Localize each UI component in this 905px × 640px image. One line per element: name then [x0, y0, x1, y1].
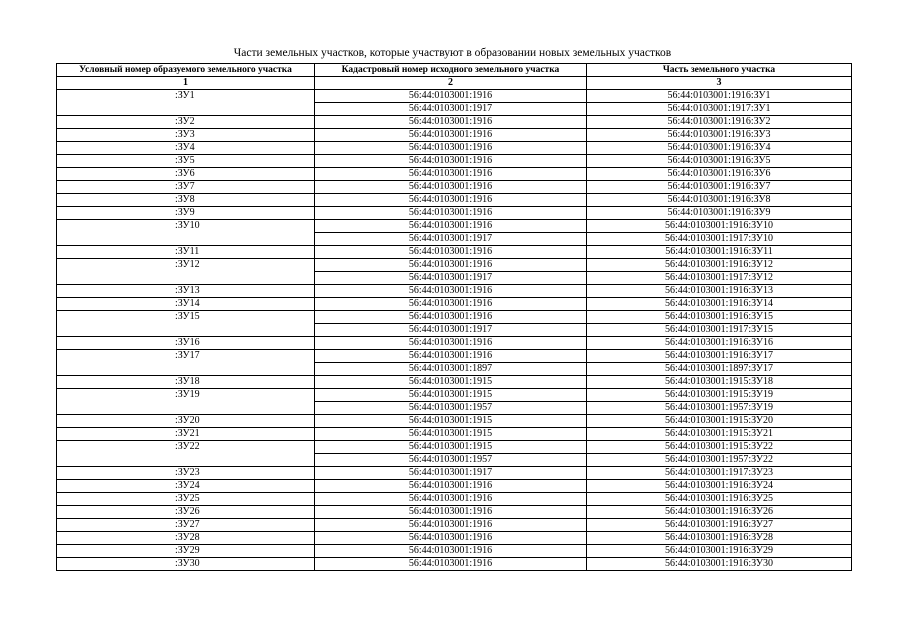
source-cadastral-cell: 56:44:0103001:1916 — [315, 545, 587, 558]
plot-part-cell: 56:44:0103001:1916:ЗУ5 — [587, 155, 852, 168]
table-row — [57, 415, 852, 428]
column-number: 2 — [315, 77, 587, 90]
plot-part-cell: 56:44:0103001:1916:ЗУ28 — [587, 532, 852, 545]
plot-part-cell: 56:44:0103001:1916:ЗУ1 — [587, 90, 852, 103]
plot-part-cell: 56:44:0103001:1916:ЗУ8 — [587, 194, 852, 207]
zu-number-cell: :ЗУ23 — [57, 467, 315, 480]
source-cadastral-cell: 56:44:0103001:1916 — [315, 194, 587, 207]
zu-number-cell: :ЗУ16 — [57, 337, 315, 350]
plot-part-cell: 56:44:0103001:1915:ЗУ21 — [587, 428, 852, 441]
table-body — [57, 90, 852, 571]
zu-number-cell: :ЗУ30 — [57, 558, 315, 571]
source-cadastral-cell: 56:44:0103001:1915 — [315, 415, 587, 428]
table-row — [57, 389, 852, 402]
source-cadastral-cell: 56:44:0103001:1916 — [315, 259, 587, 272]
zu-number-cell: :ЗУ21 — [57, 428, 315, 441]
zu-number-cell: :ЗУ15 — [57, 311, 315, 337]
source-cadastral-cell: 56:44:0103001:1916 — [315, 311, 587, 324]
zu-number-cell: :ЗУ18 — [57, 376, 315, 389]
source-cadastral-cell: 56:44:0103001:1916 — [315, 129, 587, 142]
plot-part-cell: 56:44:0103001:1916:ЗУ30 — [587, 558, 852, 571]
source-cadastral-cell: 56:44:0103001:1917 — [315, 103, 587, 116]
plot-part-cell: 56:44:0103001:1916:ЗУ24 — [587, 480, 852, 493]
zu-number-cell: :ЗУ3 — [57, 129, 315, 142]
zu-number-cell: :ЗУ6 — [57, 168, 315, 181]
zu-number-cell: :ЗУ1 — [57, 90, 315, 116]
plot-part-cell: 56:44:0103001:1916:ЗУ14 — [587, 298, 852, 311]
plot-part-cell: 56:44:0103001:1957:ЗУ19 — [587, 402, 852, 415]
table-row — [57, 428, 852, 441]
plot-part-cell: 56:44:0103001:1897:ЗУ17 — [587, 363, 852, 376]
plot-part-cell: 56:44:0103001:1917:ЗУ12 — [587, 272, 852, 285]
plot-part-cell: 56:44:0103001:1915:ЗУ20 — [587, 415, 852, 428]
zu-number-cell: :ЗУ14 — [57, 298, 315, 311]
plot-part-cell: 56:44:0103001:1915:ЗУ18 — [587, 376, 852, 389]
plot-part-cell: 56:44:0103001:1916:ЗУ6 — [587, 168, 852, 181]
source-cadastral-cell: 56:44:0103001:1917 — [315, 324, 587, 337]
plot-part-cell: 56:44:0103001:1916:ЗУ13 — [587, 285, 852, 298]
source-cadastral-cell: 56:44:0103001:1916 — [315, 116, 587, 129]
zu-number-cell: :ЗУ20 — [57, 415, 315, 428]
plot-part-cell: 56:44:0103001:1916:ЗУ12 — [587, 259, 852, 272]
header-row — [57, 64, 852, 77]
column-number: 3 — [587, 77, 852, 90]
source-cadastral-cell: 56:44:0103001:1916 — [315, 155, 587, 168]
source-cadastral-cell: 56:44:0103001:1916 — [315, 337, 587, 350]
plot-part-cell: 56:44:0103001:1916:ЗУ16 — [587, 337, 852, 350]
plot-part-cell: 56:44:0103001:1917:ЗУ23 — [587, 467, 852, 480]
source-cadastral-cell: 56:44:0103001:1916 — [315, 519, 587, 532]
table-row — [57, 90, 852, 103]
land-plots-table — [56, 63, 852, 571]
column-number-row — [57, 77, 852, 90]
document-title: Части земельных участков, которые участвуют в образовании новых земельных участков — [233, 47, 672, 59]
table-row — [57, 337, 852, 350]
source-cadastral-cell: 56:44:0103001:1916 — [315, 532, 587, 545]
table-row — [57, 116, 852, 129]
source-cadastral-cell: 56:44:0103001:1917 — [315, 272, 587, 285]
source-cadastral-cell: 56:44:0103001:1916 — [315, 168, 587, 181]
table-row — [57, 480, 852, 493]
source-cadastral-cell: 56:44:0103001:1916 — [315, 142, 587, 155]
table-row — [57, 376, 852, 389]
header-source-cadastral: Кадастровый номер исходного земельного участка — [315, 64, 587, 77]
plot-part-cell: 56:44:0103001:1915:ЗУ22 — [587, 441, 852, 454]
source-cadastral-cell: 56:44:0103001:1916 — [315, 246, 587, 259]
plot-part-cell: 56:44:0103001:1957:ЗУ22 — [587, 454, 852, 467]
table-row — [57, 519, 852, 532]
plot-part-cell: 56:44:0103001:1916:ЗУ7 — [587, 181, 852, 194]
table-row — [57, 259, 852, 272]
plot-part-cell: 56:44:0103001:1917:ЗУ15 — [587, 324, 852, 337]
table-row — [57, 207, 852, 220]
plot-part-cell: 56:44:0103001:1916:ЗУ4 — [587, 142, 852, 155]
table-row — [57, 311, 852, 324]
table-row — [57, 220, 852, 233]
source-cadastral-cell: 56:44:0103001:1916 — [315, 181, 587, 194]
zu-number-cell: :ЗУ11 — [57, 246, 315, 259]
table-row — [57, 298, 852, 311]
source-cadastral-cell: 56:44:0103001:1916 — [315, 480, 587, 493]
table-row — [57, 506, 852, 519]
table-row — [57, 558, 852, 571]
source-cadastral-cell: 56:44:0103001:1915 — [315, 389, 587, 402]
table-row — [57, 194, 852, 207]
source-cadastral-cell: 56:44:0103001:1917 — [315, 233, 587, 246]
zu-number-cell: :ЗУ19 — [57, 389, 315, 415]
plot-part-cell: 56:44:0103001:1917:ЗУ10 — [587, 233, 852, 246]
table-row — [57, 246, 852, 259]
source-cadastral-cell: 56:44:0103001:1916 — [315, 285, 587, 298]
plot-part-cell: 56:44:0103001:1916:ЗУ29 — [587, 545, 852, 558]
zu-number-cell: :ЗУ17 — [57, 350, 315, 376]
zu-number-cell: :ЗУ8 — [57, 194, 315, 207]
header-plot-part: Часть земельного участка — [587, 64, 852, 77]
table-row — [57, 168, 852, 181]
zu-number-cell: :ЗУ29 — [57, 545, 315, 558]
plot-part-cell: 56:44:0103001:1916:ЗУ25 — [587, 493, 852, 506]
table-row — [57, 181, 852, 194]
source-cadastral-cell: 56:44:0103001:1957 — [315, 454, 587, 467]
source-cadastral-cell: 56:44:0103001:1957 — [315, 402, 587, 415]
zu-number-cell: :ЗУ24 — [57, 480, 315, 493]
zu-number-cell: :ЗУ12 — [57, 259, 315, 285]
zu-number-cell: :ЗУ22 — [57, 441, 315, 467]
plot-part-cell: 56:44:0103001:1916:ЗУ11 — [587, 246, 852, 259]
table-row — [57, 545, 852, 558]
source-cadastral-cell: 56:44:0103001:1916 — [315, 220, 587, 233]
table-row — [57, 155, 852, 168]
zu-number-cell: :ЗУ26 — [57, 506, 315, 519]
table-row — [57, 129, 852, 142]
source-cadastral-cell: 56:44:0103001:1916 — [315, 493, 587, 506]
column-number: 1 — [57, 77, 315, 90]
header-zu-number: Условный номер образуемого земельного участка — [57, 64, 315, 77]
zu-number-cell: :ЗУ25 — [57, 493, 315, 506]
source-cadastral-cell: 56:44:0103001:1916 — [315, 350, 587, 363]
source-cadastral-cell: 56:44:0103001:1897 — [315, 363, 587, 376]
zu-number-cell: :ЗУ10 — [57, 220, 315, 246]
zu-number-cell: :ЗУ5 — [57, 155, 315, 168]
table-row — [57, 467, 852, 480]
plot-part-cell: 56:44:0103001:1916:ЗУ27 — [587, 519, 852, 532]
zu-number-cell: :ЗУ9 — [57, 207, 315, 220]
source-cadastral-cell: 56:44:0103001:1916 — [315, 207, 587, 220]
plot-part-cell: 56:44:0103001:1916:ЗУ15 — [587, 311, 852, 324]
table-row — [57, 285, 852, 298]
table-row — [57, 441, 852, 454]
table-row — [57, 142, 852, 155]
plot-part-cell: 56:44:0103001:1915:ЗУ19 — [587, 389, 852, 402]
source-cadastral-cell: 56:44:0103001:1916 — [315, 90, 587, 103]
plot-part-cell: 56:44:0103001:1916:ЗУ3 — [587, 129, 852, 142]
table-row — [57, 493, 852, 506]
zu-number-cell: :ЗУ7 — [57, 181, 315, 194]
plot-part-cell: 56:44:0103001:1916:ЗУ9 — [587, 207, 852, 220]
source-cadastral-cell: 56:44:0103001:1915 — [315, 428, 587, 441]
zu-number-cell: :ЗУ4 — [57, 142, 315, 155]
source-cadastral-cell: 56:44:0103001:1917 — [315, 467, 587, 480]
plot-part-cell: 56:44:0103001:1916:ЗУ10 — [587, 220, 852, 233]
plot-part-cell: 56:44:0103001:1917:ЗУ1 — [587, 103, 852, 116]
zu-number-cell: :ЗУ27 — [57, 519, 315, 532]
source-cadastral-cell: 56:44:0103001:1916 — [315, 298, 587, 311]
source-cadastral-cell: 56:44:0103001:1916 — [315, 558, 587, 571]
zu-number-cell: :ЗУ2 — [57, 116, 315, 129]
zu-number-cell: :ЗУ13 — [57, 285, 315, 298]
source-cadastral-cell: 56:44:0103001:1915 — [315, 441, 587, 454]
source-cadastral-cell: 56:44:0103001:1915 — [315, 376, 587, 389]
table-row — [57, 350, 852, 363]
zu-number-cell: :ЗУ28 — [57, 532, 315, 545]
plot-part-cell: 56:44:0103001:1916:ЗУ26 — [587, 506, 852, 519]
table-row — [57, 532, 852, 545]
plot-part-cell: 56:44:0103001:1916:ЗУ2 — [587, 116, 852, 129]
source-cadastral-cell: 56:44:0103001:1916 — [315, 506, 587, 519]
plot-part-cell: 56:44:0103001:1916:ЗУ17 — [587, 350, 852, 363]
